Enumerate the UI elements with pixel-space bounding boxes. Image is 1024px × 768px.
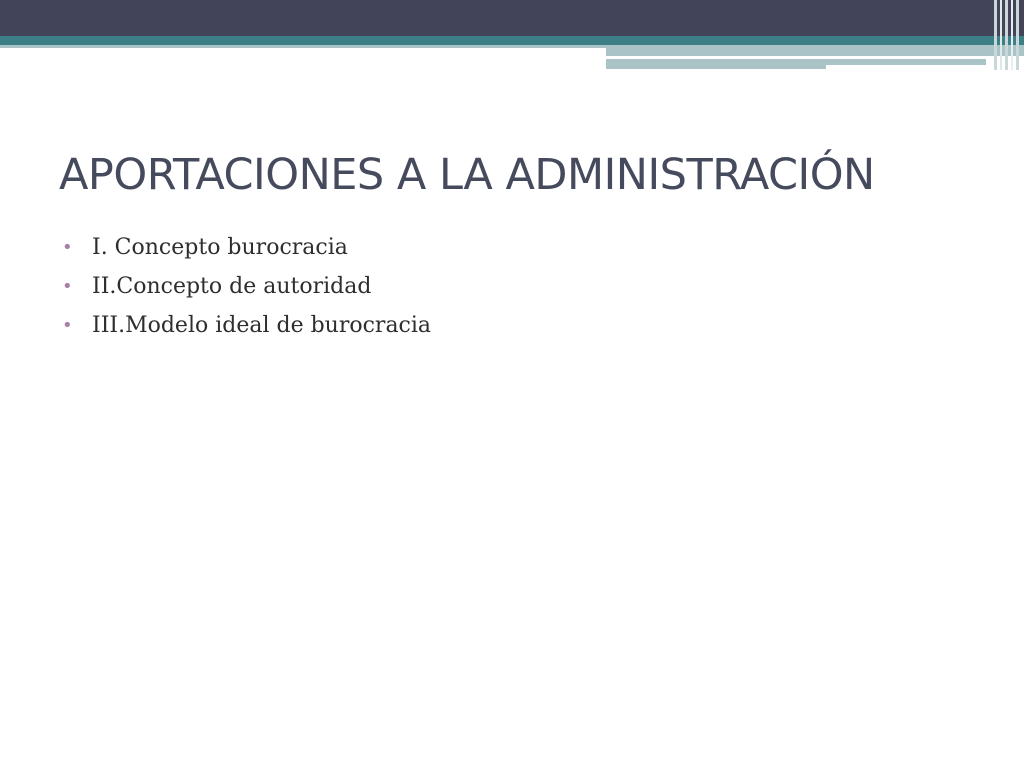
header-right-block <box>606 45 1024 56</box>
header-right-gap <box>606 56 946 59</box>
slide-title: APORTACIONES A LA ADMINISTRACIÓN <box>59 150 875 200</box>
header-stripe-5 <box>1016 0 1019 70</box>
bullet-text: III.Modelo ideal de burocracia <box>92 313 432 338</box>
bullet-text: I. Concepto burocracia <box>92 235 348 260</box>
bullet-marker-icon: • <box>62 276 73 297</box>
header-stripe-2 <box>1000 0 1002 70</box>
header-right-lower-block <box>606 59 826 69</box>
bullet-item-modelo-ideal <box>62 306 431 345</box>
bullet-marker-icon: • <box>62 315 73 336</box>
bullet-marker-icon: • <box>62 237 73 258</box>
bullet-item-concepto-autoridad <box>62 267 431 306</box>
header-stripe-4 <box>1011 0 1013 70</box>
header-teal-band <box>0 36 1024 45</box>
bullet-item-concepto-burocracia <box>62 228 431 267</box>
header-dark-band <box>0 0 1024 36</box>
header-stripe-3 <box>1005 0 1008 70</box>
bullet-text: II.Concepto de autoridad <box>92 274 372 299</box>
header-right-lower-strip <box>826 59 986 65</box>
header-decoration <box>0 0 1024 70</box>
header-left-line <box>0 45 606 48</box>
header-stripe-1 <box>994 0 997 70</box>
bullet-list <box>62 228 431 345</box>
